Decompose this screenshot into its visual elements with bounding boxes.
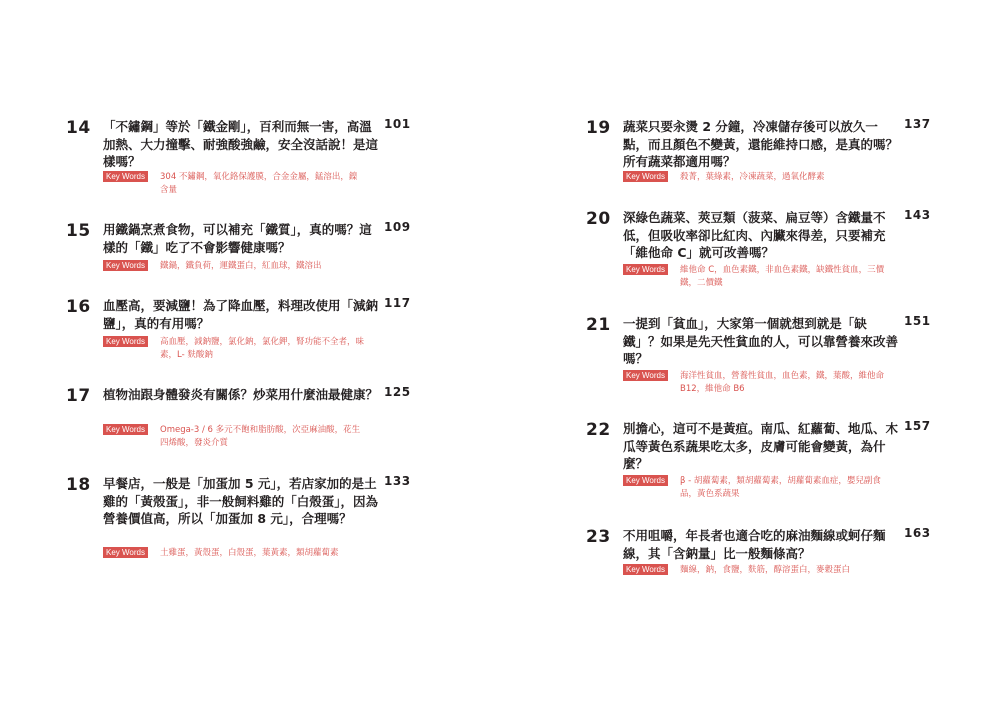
keywords-text: 殺菁，葉綠素，冷凍蔬菜，過氧化酵素: [680, 172, 825, 182]
question-title: 蔬菜只要汆燙 2 分鐘，冷凍儲存後可以放久一點，而且顏色不變黃，還能維持口感，是真的嗎？所有蔬菜都適用嗎？: [623, 119, 899, 169]
keywords-badge: Key Words: [623, 370, 668, 381]
keywords-text: 304 不鏽鋼，氧化鉻保護膜，合金金屬，錳溶出，鎳含量: [160, 172, 358, 195]
keywords-text: 土雞蛋，黃殼蛋，白殼蛋，葉黃素，類胡蘿蔔素: [160, 548, 339, 558]
question-number: 19: [586, 118, 611, 138]
question-number: 23: [586, 527, 611, 547]
question-number: 14: [66, 118, 91, 138]
keywords-badge: Key Words: [103, 424, 148, 435]
page-number: 109: [384, 220, 411, 234]
keywords-badge: Key Words: [623, 264, 668, 275]
question-title: 植物油跟身體發炎有關係？炒菜用什麼油最健康？: [103, 387, 379, 402]
question-title: 一提到「貧血」，大家第一個就想到就是「缺鐵」？如果是先天性貧血的人，可以靠營養來改善嗎？: [623, 316, 899, 366]
question-number: 18: [66, 475, 91, 495]
keywords-text: 麵線，鈉，食鹽，麩筋，醇溶蛋白，麥穀蛋白: [680, 565, 851, 575]
page-number: 125: [384, 385, 411, 399]
question-title: 別擔心，這可不是黃疸。南瓜、紅蘿蔔、地瓜、木瓜等黃色系蔬果吃太多，皮膚可能會變黃，為什麼？: [623, 421, 899, 471]
keywords-text: 維他命 C，血色素鐵，非血色素鐵，缺鐵性貧血，三價鐵，二價鐵: [680, 265, 885, 288]
page-number: 151: [904, 314, 931, 328]
page-number: 101: [384, 117, 411, 131]
page-number: 163: [904, 526, 931, 540]
question-number: 20: [586, 209, 611, 229]
question-title: 早餐店，一般是「加蛋加 5 元」，若店家加的是土雞的「黃殼蛋」，非一般飼料雞的「白殼蛋」，因為營養價值高，所以「加蛋加 8 元」，合理嗎？: [103, 476, 379, 526]
keywords-badge: Key Words: [623, 171, 668, 182]
keywords-text: 海洋性貧血，營養性貧血，血色素，鐵，葉酸，維他命 B12，維他命 B6: [680, 371, 885, 394]
keywords-badge: Key Words: [103, 260, 148, 271]
question-title: 「不鏽鋼」等於「鐵金剛」，百利而無一害，高溫加熱、大力撞擊、耐強酸強鹼，安全沒話說！是這樣嗎？: [103, 119, 379, 169]
question-title: 用鐵鍋烹煮食物，可以補充「鐵質」，真的嗎？這樣的「鐵」吃了不會影響健康嗎？: [103, 222, 372, 255]
keywords-text: 鐵鍋，鐵負荷，運鐵蛋白，紅血球，鐵溶出: [160, 261, 322, 271]
question-title: 深綠色蔬菜、莢豆類（菠菜、扁豆等）含鐵量不低，但吸收率卻比紅肉、內臟來得差，只要補充「維他命 C」就可改善嗎？: [623, 210, 886, 260]
page-number: 157: [904, 419, 931, 433]
question-number: 16: [66, 297, 91, 317]
keywords-badge: Key Words: [623, 564, 668, 575]
question-title: 血壓高，要減鹽！為了降血壓，料理改使用「減鈉鹽」，真的有用嗎？: [103, 298, 379, 331]
keywords-badge: Key Words: [103, 171, 148, 182]
keywords-badge: Key Words: [623, 475, 668, 486]
question-title: 不用咀嚼，年長者也適合吃的麻油麵線或蚵仔麵線，其「含鈉量」比一般麵條高？: [623, 528, 886, 561]
keywords-badge: Key Words: [103, 547, 148, 558]
question-number: 21: [586, 315, 611, 335]
question-number: 17: [66, 386, 91, 406]
question-number: 22: [586, 420, 611, 440]
page-number: 143: [904, 208, 931, 222]
keywords-text: β - 胡蘿蔔素，類胡蘿蔔素，胡蘿蔔素血症，嬰兒副食品，黃色系蔬果: [680, 476, 881, 499]
question-number: 15: [66, 221, 91, 241]
keywords-badge: Key Words: [103, 336, 148, 347]
page-number: 137: [904, 117, 931, 131]
page-number: 133: [384, 474, 411, 488]
keywords-text: 高血壓，減鈉鹽，氯化鈉，氯化鉀，腎功能不全者，味素，L- 麩酸鈉: [160, 337, 365, 360]
keywords-text: Omega-3 / 6 多元不飽和脂肪酸，次亞麻油酸，花生四烯酸，發炎介質: [160, 425, 361, 448]
page-number: 117: [384, 296, 411, 310]
